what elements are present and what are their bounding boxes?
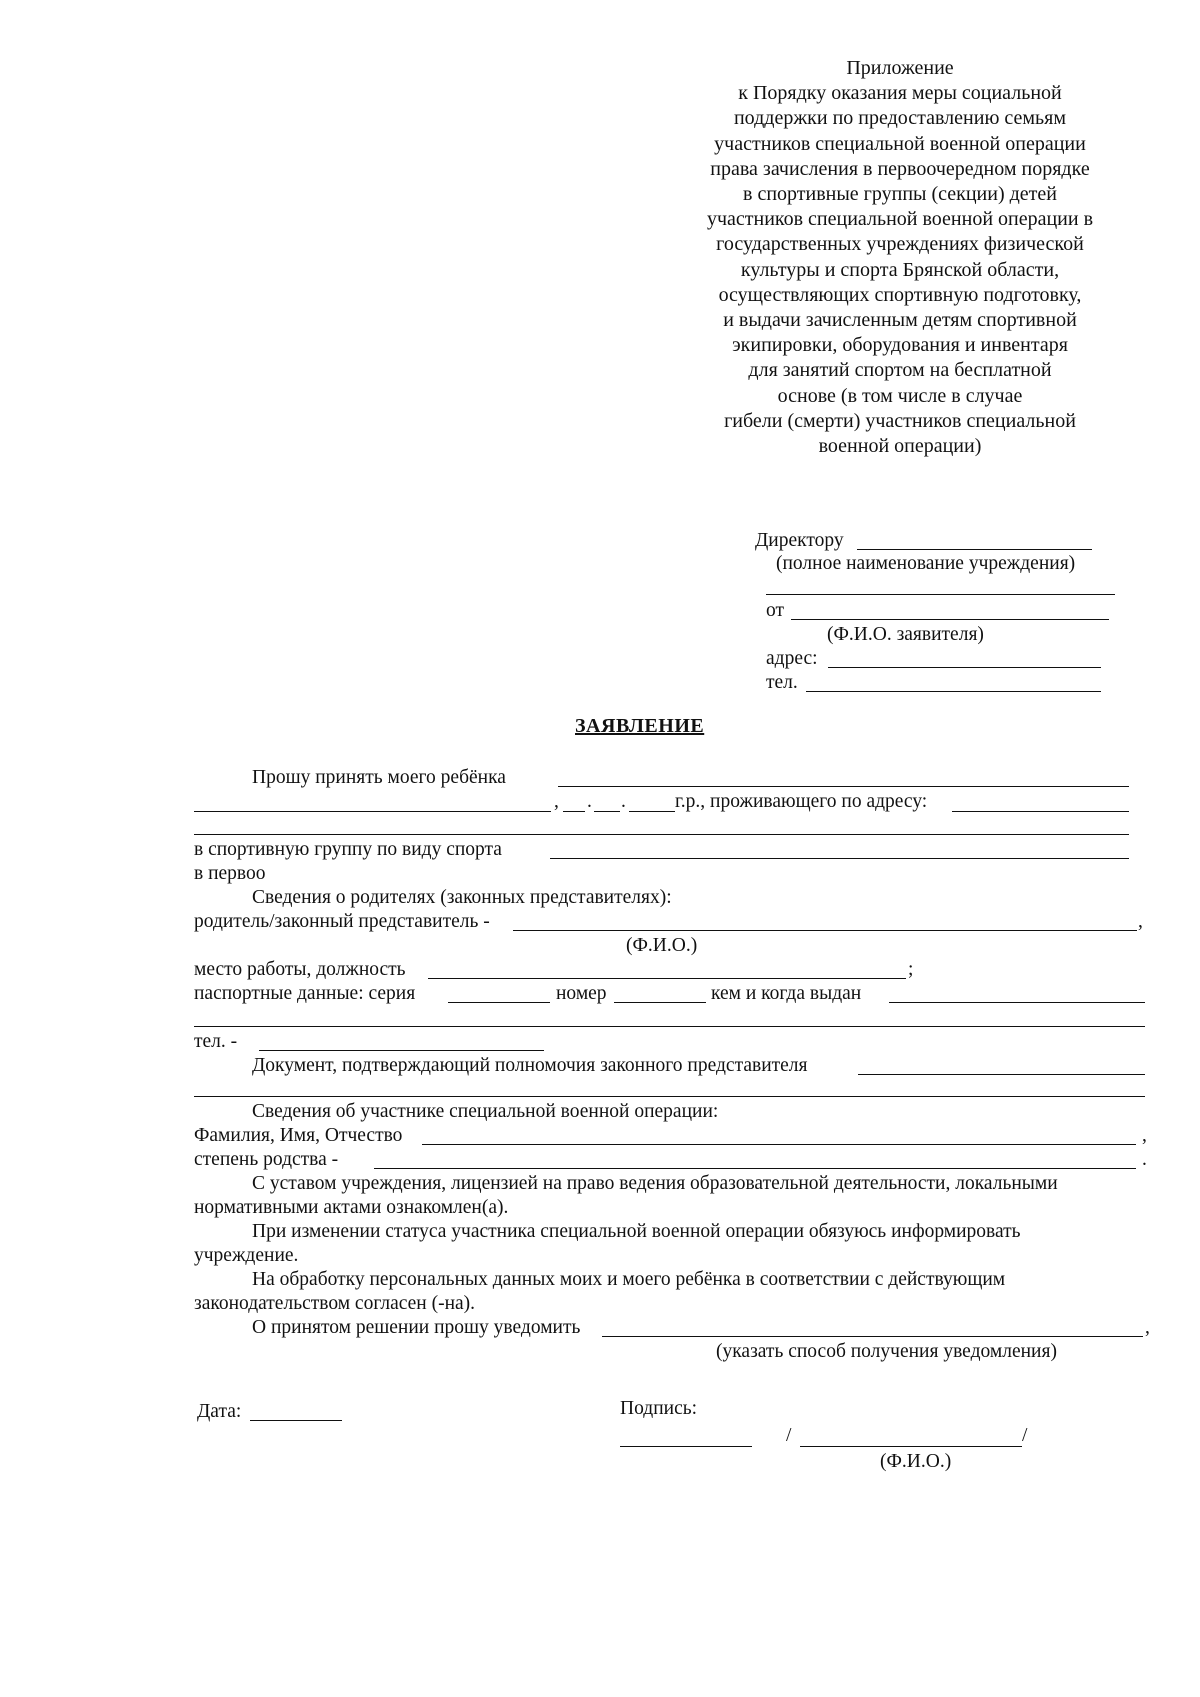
appendix-line: для занятий спортом на бесплатной	[748, 359, 1052, 382]
svo-name-label: Фамилия, Имя, Отчество	[194, 1125, 403, 1146]
from-label: от	[766, 600, 785, 621]
appendix-line: в спортивные группы (секции) детей	[743, 183, 1057, 206]
notify-comma: ,	[1145, 1317, 1150, 1338]
applicant-field[interactable]	[791, 619, 1109, 620]
institution-caption: (полное наименование учреждения)	[776, 553, 1076, 574]
authority-doc-label: Документ, подтверждающий полномочия законного представителя	[252, 1055, 808, 1076]
svo-heading: Сведения об участнике специальной военной операции:	[252, 1101, 719, 1122]
svo-name-comma: ,	[1142, 1125, 1147, 1146]
kinship-period: .	[1142, 1149, 1147, 1170]
birth-month-field[interactable]	[594, 811, 620, 812]
child-address-field[interactable]	[952, 811, 1129, 812]
authority-doc-field-cont[interactable]	[194, 1096, 1145, 1097]
slash-separator: /	[1022, 1425, 1028, 1446]
appendix-line: поддержки по предоставлению семьям	[733, 107, 1067, 130]
passport-series-field[interactable]	[448, 1002, 550, 1003]
phone-label: тел.	[766, 672, 798, 693]
phone-field[interactable]	[806, 691, 1101, 692]
document-title: ЗАЯВЛЕНИЕ	[575, 715, 705, 737]
date-field[interactable]	[250, 1420, 342, 1421]
svo-name-field[interactable]	[422, 1144, 1136, 1145]
appendix-line: культуры и спорта Брянской области,	[740, 258, 1060, 281]
personal-data-text-line1: На обработку персональных данных моих и моего ребёнка в соответствии с действующим	[252, 1269, 1006, 1290]
passport-label: паспортные данные: серия	[194, 983, 416, 1004]
appendix-line: права зачисления в первоочередном порядке	[710, 157, 1090, 180]
work-field[interactable]	[428, 978, 906, 979]
parent-phone-label: тел. -	[194, 1031, 238, 1052]
birth-suffix: г.р., проживающего по адресу:	[675, 791, 928, 812]
child-name-field[interactable]	[558, 786, 1129, 787]
child-name-field-cont[interactable]	[194, 811, 551, 812]
appendix-line: и выдачи зачисленным детям спортивной	[723, 309, 1077, 332]
passport-issued-label: кем и когда выдан	[711, 983, 862, 1004]
passport-number-field[interactable]	[614, 1002, 706, 1003]
address-field[interactable]	[828, 667, 1101, 668]
appendix-header	[680, 56, 1120, 459]
appendix-line: участников специальной военной операции в	[706, 208, 1094, 231]
director-field[interactable]	[857, 549, 1092, 550]
sport-type-field[interactable]	[550, 858, 1129, 859]
applicant-caption: (Ф.И.О. заявителя)	[827, 624, 984, 645]
status-text-line1: При изменении статуса участника специальной военной операции обязуюсь информировать	[252, 1221, 1021, 1242]
director-label: Директору	[755, 530, 844, 551]
appendix-line: экипировки, оборудования и инвентаря	[732, 334, 1068, 357]
parents-heading: Сведения о родителях (законных представителях):	[252, 887, 672, 908]
appendix-line: гибели (смерти) участников специальной	[724, 409, 1076, 432]
parent-label: родитель/законный представитель -	[194, 911, 490, 932]
birth-day-field[interactable]	[563, 811, 585, 812]
kinship-label: степень родства -	[194, 1149, 339, 1170]
authority-doc-field[interactable]	[858, 1074, 1145, 1075]
appendix-line: осуществляющих спортивную подготовку,	[718, 283, 1082, 306]
date-separator: .	[621, 791, 626, 812]
personal-data-text-line2: законодательством согласен (-на).	[194, 1293, 476, 1314]
date-separator: ,	[554, 791, 559, 812]
signature-label: Подпись:	[620, 1398, 698, 1419]
parent-phone-field[interactable]	[259, 1050, 544, 1051]
work-semicolon: ;	[908, 959, 914, 980]
request-text: Прошу принять моего ребёнка	[252, 767, 506, 788]
date-label: Дата:	[197, 1401, 242, 1422]
slash-separator: /	[786, 1425, 792, 1446]
work-label: место работы, должность	[194, 959, 406, 980]
birth-year-field[interactable]	[629, 811, 675, 812]
address-label: адрес:	[766, 648, 818, 669]
parent-fio-caption: (Ф.И.О.)	[626, 935, 698, 956]
notify-label: О принятом решении прошу уведомить	[252, 1317, 581, 1338]
charter-text-line2: нормативными актами ознакомлен(а).	[194, 1197, 509, 1218]
appendix-line: Приложение	[846, 57, 954, 79]
appendix-line: военной операции)	[818, 435, 982, 458]
passport-issued-field-cont[interactable]	[194, 1026, 1145, 1027]
appendix-line: основе (в том числе в случае	[777, 384, 1023, 407]
sport-group-label: в спортивную группу по виду спорта	[194, 839, 502, 860]
passport-number-label: номер	[556, 983, 607, 1004]
passport-issued-field[interactable]	[889, 1002, 1145, 1003]
notify-method-field[interactable]	[602, 1336, 1143, 1337]
appendix-line: к Порядку оказания меры социальной	[738, 82, 1062, 105]
appendix-line: участников специальной военной операции	[714, 132, 1086, 155]
charter-text-line1: С уставом учреждения, лицензией на право ведения образовательной деятельности, локальными	[252, 1173, 1058, 1194]
parent-name-field[interactable]	[513, 930, 1137, 931]
notify-caption: (указать способ получения уведомления)	[716, 1341, 1057, 1362]
parent-comma: ,	[1138, 911, 1143, 932]
first-order-text: в первоо	[194, 863, 266, 884]
child-address-field-cont[interactable]	[194, 834, 1129, 835]
appendix-line: государственных учреждениях физической	[716, 233, 1084, 256]
date-separator: .	[587, 791, 592, 812]
signer-fio-caption: (Ф.И.О.)	[880, 1451, 952, 1472]
kinship-field[interactable]	[374, 1168, 1136, 1169]
signature-field[interactable]	[620, 1446, 752, 1447]
status-text-line2: учреждение.	[194, 1245, 299, 1266]
institution-field[interactable]	[766, 594, 1115, 595]
signer-fio-field[interactable]	[800, 1446, 1022, 1447]
